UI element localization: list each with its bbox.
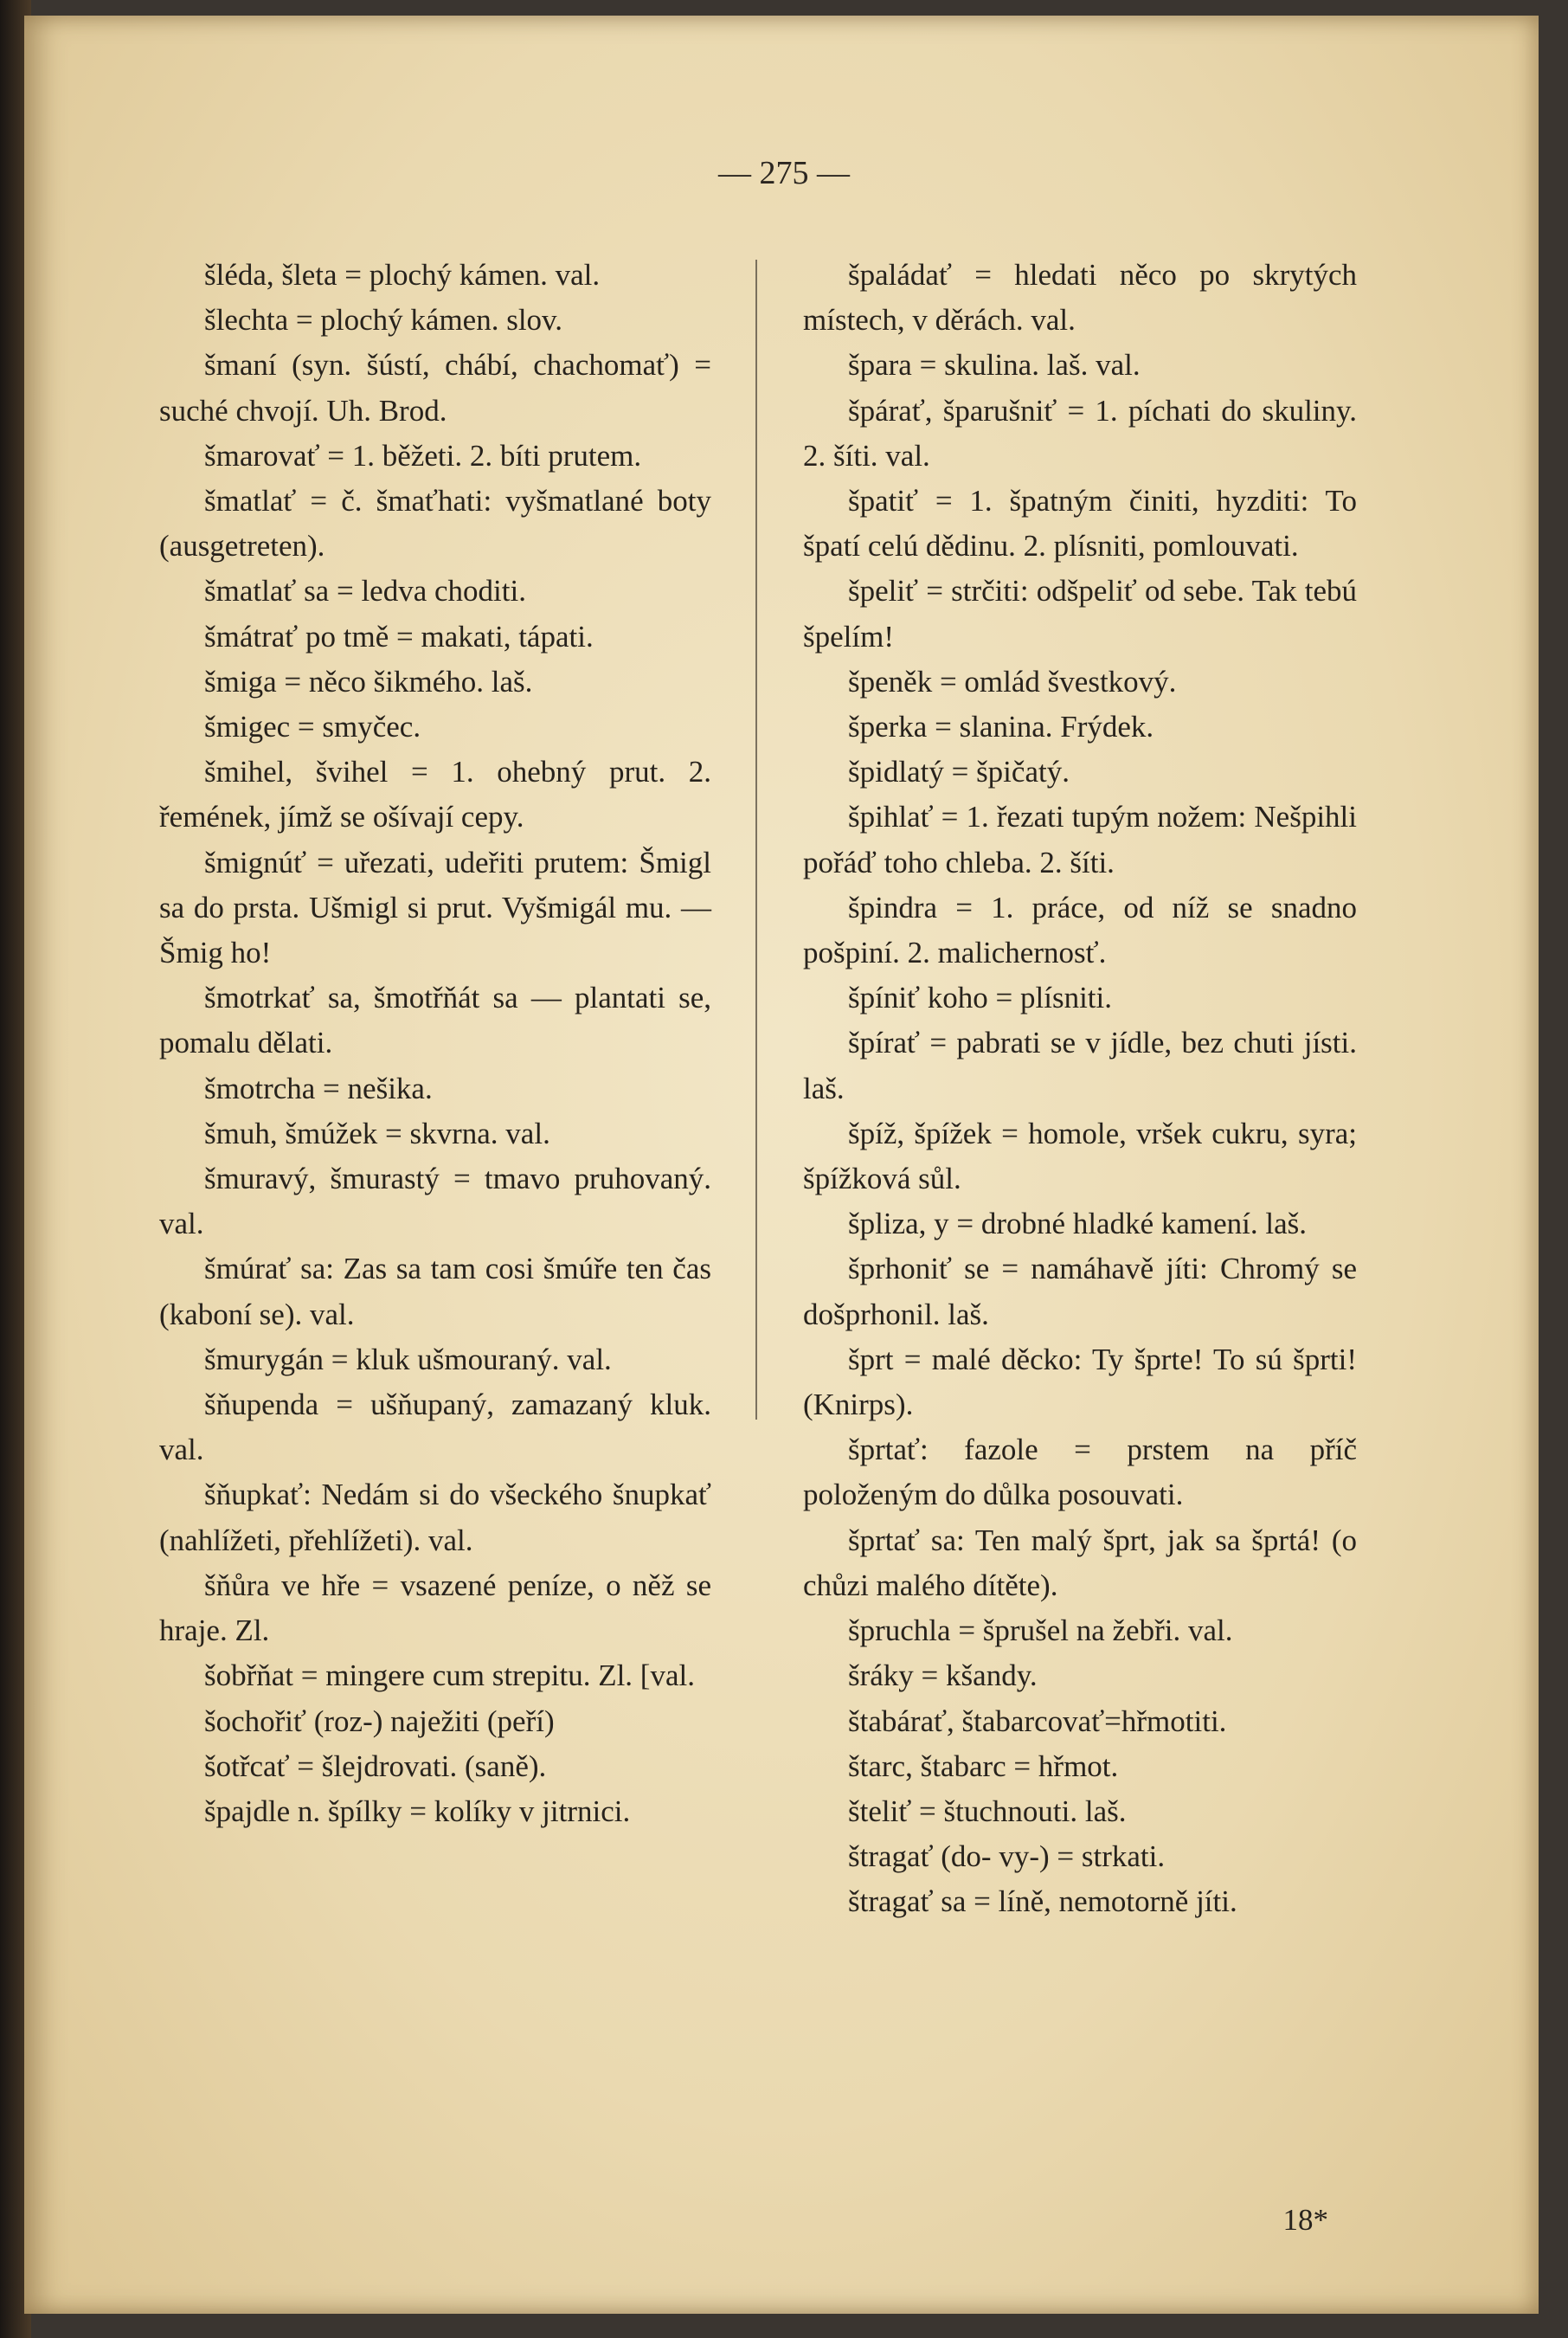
dictionary-entry: šmatlať = č. šmaťhati: vyšmatlané boty (ausgetreten). xyxy=(159,484,711,564)
dictionary-entry: šperka = slanina. Frýdek. xyxy=(848,710,1154,744)
dictionary-entry: špindra = 1. práce, od níž se snadno pošpiní. 2. malichernosť. xyxy=(803,890,1357,970)
dictionary-entry: špeněk = omlád švestkový. xyxy=(848,664,1177,699)
dictionary-entry: šprtať: fazole = prstem na příč položeným do důlka posouvati. xyxy=(803,1433,1357,1512)
dictionary-entry: šmotrcha = nešika. xyxy=(204,1071,433,1105)
dictionary-entry: šmurygán = kluk ušmouraný. val. xyxy=(204,1342,612,1376)
dictionary-entry: šňupkať: Nedám si do všeckého šnupkať (nahlížeti, přehlížeti). val. xyxy=(159,1478,711,1557)
dictionary-entry: špidlatý = špičatý. xyxy=(848,755,1070,789)
dictionary-entry: špíž, špížek = homole, vršek cukru, syra; špížková sůl. xyxy=(803,1116,1357,1196)
dictionary-entry: šňůra ve hře = vsazené peníze, o něž se hraje. Zl. xyxy=(159,1568,711,1648)
column-divider xyxy=(755,260,757,1420)
left-column xyxy=(159,253,711,1834)
right-column xyxy=(803,253,1357,1925)
dictionary-entry: šmaní (syn. šústí, chábí, chachomať) = suché chvojí. Uh. Brod. xyxy=(159,348,711,428)
dictionary-entry: šráky = kšandy. xyxy=(848,1658,1038,1693)
dictionary-entry: šmotrkať sa, šmotřňát sa — plantati se, pomalu dělati. xyxy=(159,981,711,1060)
dictionary-entry: štragať (do- vy-) = strkati. xyxy=(848,1839,1166,1874)
dictionary-entry: šmatlať sa = ledva choditi. xyxy=(204,574,526,609)
dictionary-entry: špruchla = šprušel na žebři. val. xyxy=(848,1613,1233,1648)
dictionary-entry: šmigec = smyčec. xyxy=(204,710,421,744)
dictionary-entry: šochořiť (roz-) naježiti (peří) xyxy=(204,1704,555,1738)
dictionary-entry: šprt = malé děcko: Ty šprte! To sú šprti! (Knirps). xyxy=(803,1342,1357,1422)
dictionary-entry: šlechta = plochý kámen. slov. xyxy=(204,303,563,338)
dictionary-entry: štragať sa = líně, nemotorně jíti. xyxy=(848,1884,1237,1919)
dictionary-entry: šmuravý, šmurastý = tmavo pruhovaný. val. xyxy=(159,1162,711,1241)
dictionary-entry: šňupenda = ušňupaný, zamazaný kluk. val. xyxy=(159,1388,711,1467)
dictionary-entry: šmúrať sa: Zas sa tam cosi šmúře ten čas (kaboní se). val. xyxy=(159,1252,711,1331)
dictionary-entry: šteliť = štuchnouti. laš. xyxy=(848,1794,1127,1828)
dictionary-entry: šmuh, šmúžek = skvrna. val. xyxy=(204,1116,550,1150)
dictionary-entry: šmihel, švihel = 1. ohebný prut. 2. řemének, jímž se ošívají cepy. xyxy=(159,755,711,834)
sheet-signature: 18* xyxy=(1282,2203,1328,2237)
dictionary-entry: šmátrať po tmě = makati, tápati. xyxy=(204,619,594,654)
dictionary-entry: špírať = pabrati se v jídle, bez chuti jísti. laš. xyxy=(803,1026,1357,1105)
dictionary-entry: špihlať = 1. řezati tupým nožem: Nešpihli pořáď toho chleba. 2. šíti. xyxy=(803,800,1357,879)
dictionary-entry: šprhoniť se = namáhavě jíti: Chromý se došprhonil. laš. xyxy=(803,1252,1357,1331)
dictionary-entry: špliza, y = drobné hladké kamení. laš. xyxy=(848,1207,1308,1241)
dictionary-entry: špárať, šparušniť = 1. píchati do skuliny. 2. šíti. val. xyxy=(803,393,1357,473)
dictionary-entry: špajdle n. špílky = kolíky v jitrnici. xyxy=(204,1794,631,1828)
dictionary-entry: špeliť = strčiti: odšpeliť od sebe. Tak tebú špelím! xyxy=(803,574,1357,654)
dictionary-entry: štarc, štabarc = hřmot. xyxy=(848,1749,1119,1783)
dictionary-entry: šmiga = něco šikmého. laš. xyxy=(204,664,533,699)
dictionary-entry: šobřňat = mingere cum strepitu. Zl. [val. xyxy=(204,1658,695,1693)
page-number: — 275 — xyxy=(718,155,850,191)
dictionary-entry: šotřcať = šlejdrovati. (saně). xyxy=(204,1749,547,1783)
dictionary-entry: šmarovať = 1. běžeti. 2. bíti prutem. xyxy=(204,438,642,473)
dictionary-entry: špara = skulina. laš. val. xyxy=(848,348,1141,383)
dictionary-entry: špatiť = 1. špatným činiti, hyzditi: To špatí celú dědinu. 2. plísniti, pomlouvati. xyxy=(803,484,1357,564)
dictionary-entry: šléda, šleta = plochý kámen. val. xyxy=(204,258,601,292)
dictionary-entry: špaládať = hledati něco po skrytých místech, v děrách. val. xyxy=(803,258,1357,338)
dictionary-entry: štabárať, štabarcovať=hřmotiti. xyxy=(848,1704,1227,1738)
dictionary-entry: špíniť koho = plísniti. xyxy=(848,981,1113,1015)
dictionary-entry: šprtať sa: Ten malý šprt, jak sa šprtá! (o chůzi malého dítěte). xyxy=(803,1523,1357,1602)
dictionary-entry: šmignúť = uřezati, udeřiti prutem: Šmigl sa do prsta. Ušmigl si prut. Vyšmigál mu. — Šmig ho! xyxy=(159,845,711,970)
